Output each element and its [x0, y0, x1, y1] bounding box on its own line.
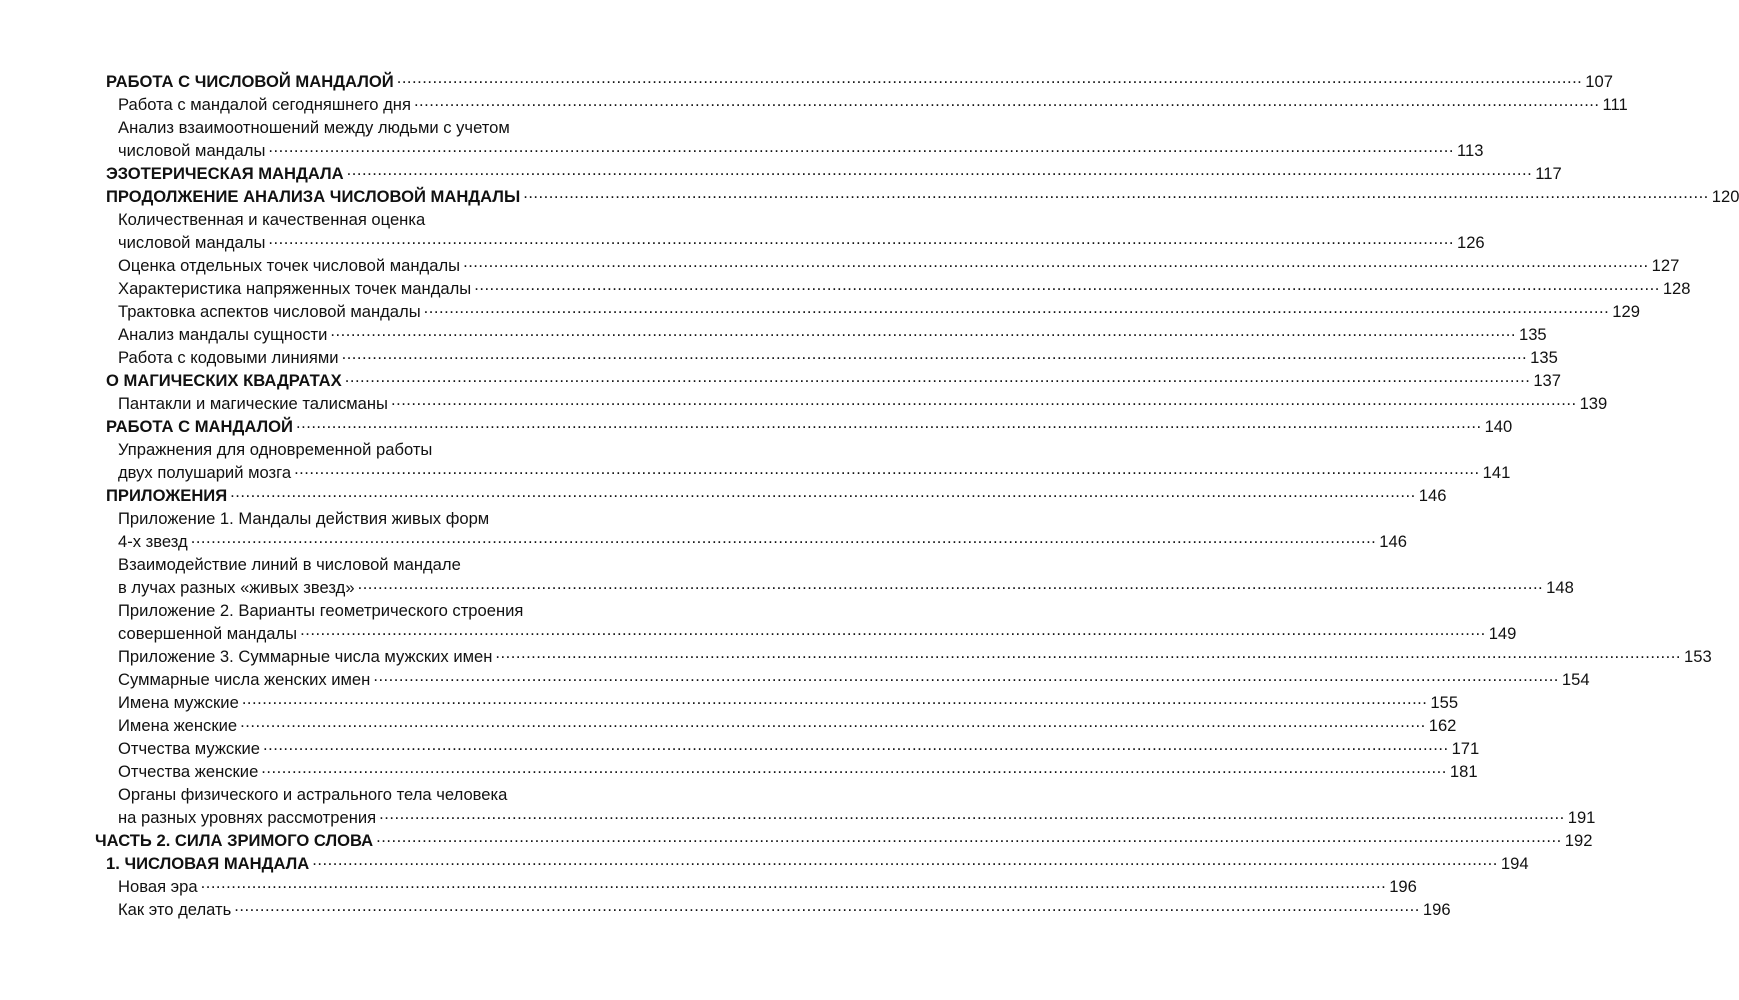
toc-line: [0, 760, 1478, 783]
dot-leader: [424, 296, 1610, 319]
toc-entry-title: Органы физического и астрального тела человека: [118, 785, 508, 804]
toc-entry: [0, 898, 1451, 921]
toc-page-number: 140: [1484, 417, 1513, 436]
dot-leader: [234, 894, 1420, 917]
toc-page-number: 137: [1533, 371, 1561, 390]
toc-line: [0, 576, 1574, 599]
dot-leader: [376, 825, 1562, 848]
toc-page-number: 117: [1535, 164, 1562, 183]
dot-leader: [342, 342, 1528, 365]
toc-line: [0, 484, 1447, 507]
toc-entry-title: РАБОТА С МАНДАЛОЙ: [106, 417, 293, 436]
toc-entry-title: Приложение 2. Варианты геометрического строения: [118, 601, 524, 620]
toc-entry: [0, 438, 1511, 484]
dot-leader: [268, 135, 1454, 158]
toc-entry-title: ЧАСТЬ 2. СИЛА ЗРИМОГО СЛОВА: [95, 831, 374, 850]
dot-leader: [495, 641, 1681, 664]
toc-entry-title: числовой мандалы: [118, 141, 266, 160]
toc-page-number: 126: [1456, 233, 1485, 252]
toc-page-number: 155: [1430, 693, 1459, 712]
toc-line: [0, 93, 1628, 116]
toc-entry-title: на разных уровнях рассмотрения: [118, 808, 377, 827]
toc-entry-title: Количественная и качественная оценка: [118, 210, 426, 229]
dot-leader: [268, 227, 1454, 250]
dot-leader: [373, 664, 1559, 687]
toc-entry-title: двух полушарий мозга: [118, 463, 292, 482]
toc-entry-title: Отчества мужские: [118, 739, 260, 758]
dot-leader: [379, 802, 1565, 825]
toc-entry-title: Имена мужские: [118, 693, 239, 712]
toc-line: [0, 185, 1739, 208]
dot-leader: [242, 687, 1428, 710]
toc-page-number: 171: [1451, 739, 1480, 758]
toc-entry-title: Упражнения для одновременной работы: [118, 440, 433, 459]
toc-entry-title: Суммарные числа женских имен: [118, 670, 371, 689]
toc-entry: [0, 507, 1407, 553]
toc-page-number: 196: [1389, 877, 1417, 896]
dot-leader: [347, 158, 1533, 181]
toc-line: [0, 415, 1513, 438]
toc-entry: [0, 208, 1485, 254]
toc-entry: [0, 116, 1484, 162]
toc-entry-title: Как это делать: [118, 900, 232, 919]
toc-page-number: 191: [1567, 808, 1596, 827]
toc-page-number: 127: [1651, 256, 1680, 275]
toc-entry-title: Работа с мандалой сегодняшнего дня: [118, 95, 411, 114]
toc-entry-title: РАБОТА С ЧИСЛОВОЙ МАНДАЛОЙ: [106, 72, 394, 91]
toc-page-number: 148: [1546, 578, 1574, 597]
toc-entry-title: Отчества женские: [118, 762, 259, 781]
toc-page-number: 120: [1711, 187, 1739, 206]
toc-entry-title: Имена женские: [118, 716, 238, 735]
dot-leader: [474, 273, 1660, 296]
toc-page-number: 146: [1379, 532, 1407, 551]
toc-entry: [0, 553, 1574, 599]
toc-page-number: 128: [1662, 279, 1691, 298]
toc-entry: [0, 783, 1596, 829]
toc-page-number: 196: [1422, 900, 1451, 919]
toc-page-number: 149: [1488, 624, 1517, 643]
dot-leader: [397, 66, 1583, 89]
toc-entry-title: Характеристика напряженных точек мандалы: [118, 279, 472, 298]
dot-leader: [391, 388, 1577, 411]
toc-entry-title: Анализ взаимоотношений между людьми с учетом: [118, 118, 510, 137]
dot-leader: [201, 871, 1387, 894]
toc-entry-title: Трактовка аспектов числовой мандалы: [118, 302, 421, 321]
toc-entry-title: Приложение 3. Суммарные числа мужских имен: [118, 647, 493, 666]
dot-leader: [345, 365, 1531, 388]
dot-leader: [294, 457, 1480, 480]
toc-entry-title: Новая эра: [118, 877, 198, 896]
dot-leader: [463, 250, 1649, 273]
toc-page-number: 153: [1684, 647, 1712, 666]
dot-leader: [300, 618, 1486, 641]
toc-entry: [0, 93, 1628, 116]
toc-page-number: 129: [1612, 302, 1640, 321]
toc-page-number: 113: [1456, 141, 1484, 160]
toc-page-number: 194: [1500, 854, 1529, 873]
toc-line: [0, 530, 1407, 553]
dot-leader: [330, 319, 1516, 342]
toc-line: [0, 898, 1451, 921]
toc-page-number: 192: [1564, 831, 1593, 850]
toc-page-number: 107: [1585, 72, 1613, 91]
toc-page-number: 141: [1482, 463, 1511, 482]
toc-page-number: 139: [1579, 394, 1608, 413]
toc-page-number: 154: [1561, 670, 1590, 689]
toc-entry-title: совершенной мандалы: [118, 624, 298, 643]
toc-page-number: 135: [1530, 348, 1558, 367]
toc-entry-title: ПРИЛОЖЕНИЯ: [106, 486, 228, 505]
toc-page-number: 111: [1602, 95, 1628, 114]
toc-entry: [0, 760, 1478, 783]
dot-leader: [261, 756, 1447, 779]
toc-entry-title: Работа с кодовыми линиями: [118, 348, 339, 367]
toc-entry-title: ЭЗОТЕРИЧЕСКАЯ МАНДАЛА: [106, 164, 344, 183]
dot-leader: [414, 89, 1600, 112]
toc-page-number: 146: [1418, 486, 1447, 505]
toc-entry-title: ПРОДОЛЖЕНИЕ АНАЛИЗА ЧИСЛОВОЙ МАНДАЛЫ: [106, 187, 521, 206]
dot-leader: [523, 181, 1709, 204]
toc-page-number: 162: [1428, 716, 1457, 735]
dot-leader: [263, 733, 1449, 756]
toc-entry-title: в лучах разных «живых звезд»: [118, 578, 355, 597]
toc-entry-title: О МАГИЧЕСКИХ КВАДРАТАХ: [106, 371, 342, 390]
dot-leader: [240, 710, 1426, 733]
toc-entry-title: Оценка отдельных точек числовой мандалы: [118, 256, 461, 275]
table-of-contents: [0, 70, 1739, 921]
toc-entry-title: Взаимодействие линий в числовой мандале: [118, 555, 461, 574]
toc-entry-title: Пантакли и магические талисманы: [118, 394, 388, 413]
toc-entry-title: числовой мандалы: [118, 233, 266, 252]
dot-leader: [230, 480, 1416, 503]
toc-entry-title: Анализ мандалы сущности: [118, 325, 328, 344]
toc-entry: [0, 415, 1513, 438]
toc-entry-title: Приложение 1. Мандалы действия живых форм: [118, 509, 490, 528]
toc-entry: [0, 599, 1517, 645]
toc-entry-title: 1. ЧИСЛОВАЯ МАНДАЛА: [106, 854, 310, 873]
dot-leader: [358, 572, 1544, 595]
toc-entry-title: 4-х звезд: [118, 532, 188, 551]
toc-page-number: 135: [1518, 325, 1547, 344]
dot-leader: [191, 526, 1377, 549]
dot-leader: [312, 848, 1498, 871]
toc-entry: [0, 484, 1447, 507]
toc-page-number: 181: [1449, 762, 1478, 781]
dot-leader: [296, 411, 1482, 434]
toc-entry: [0, 185, 1739, 208]
